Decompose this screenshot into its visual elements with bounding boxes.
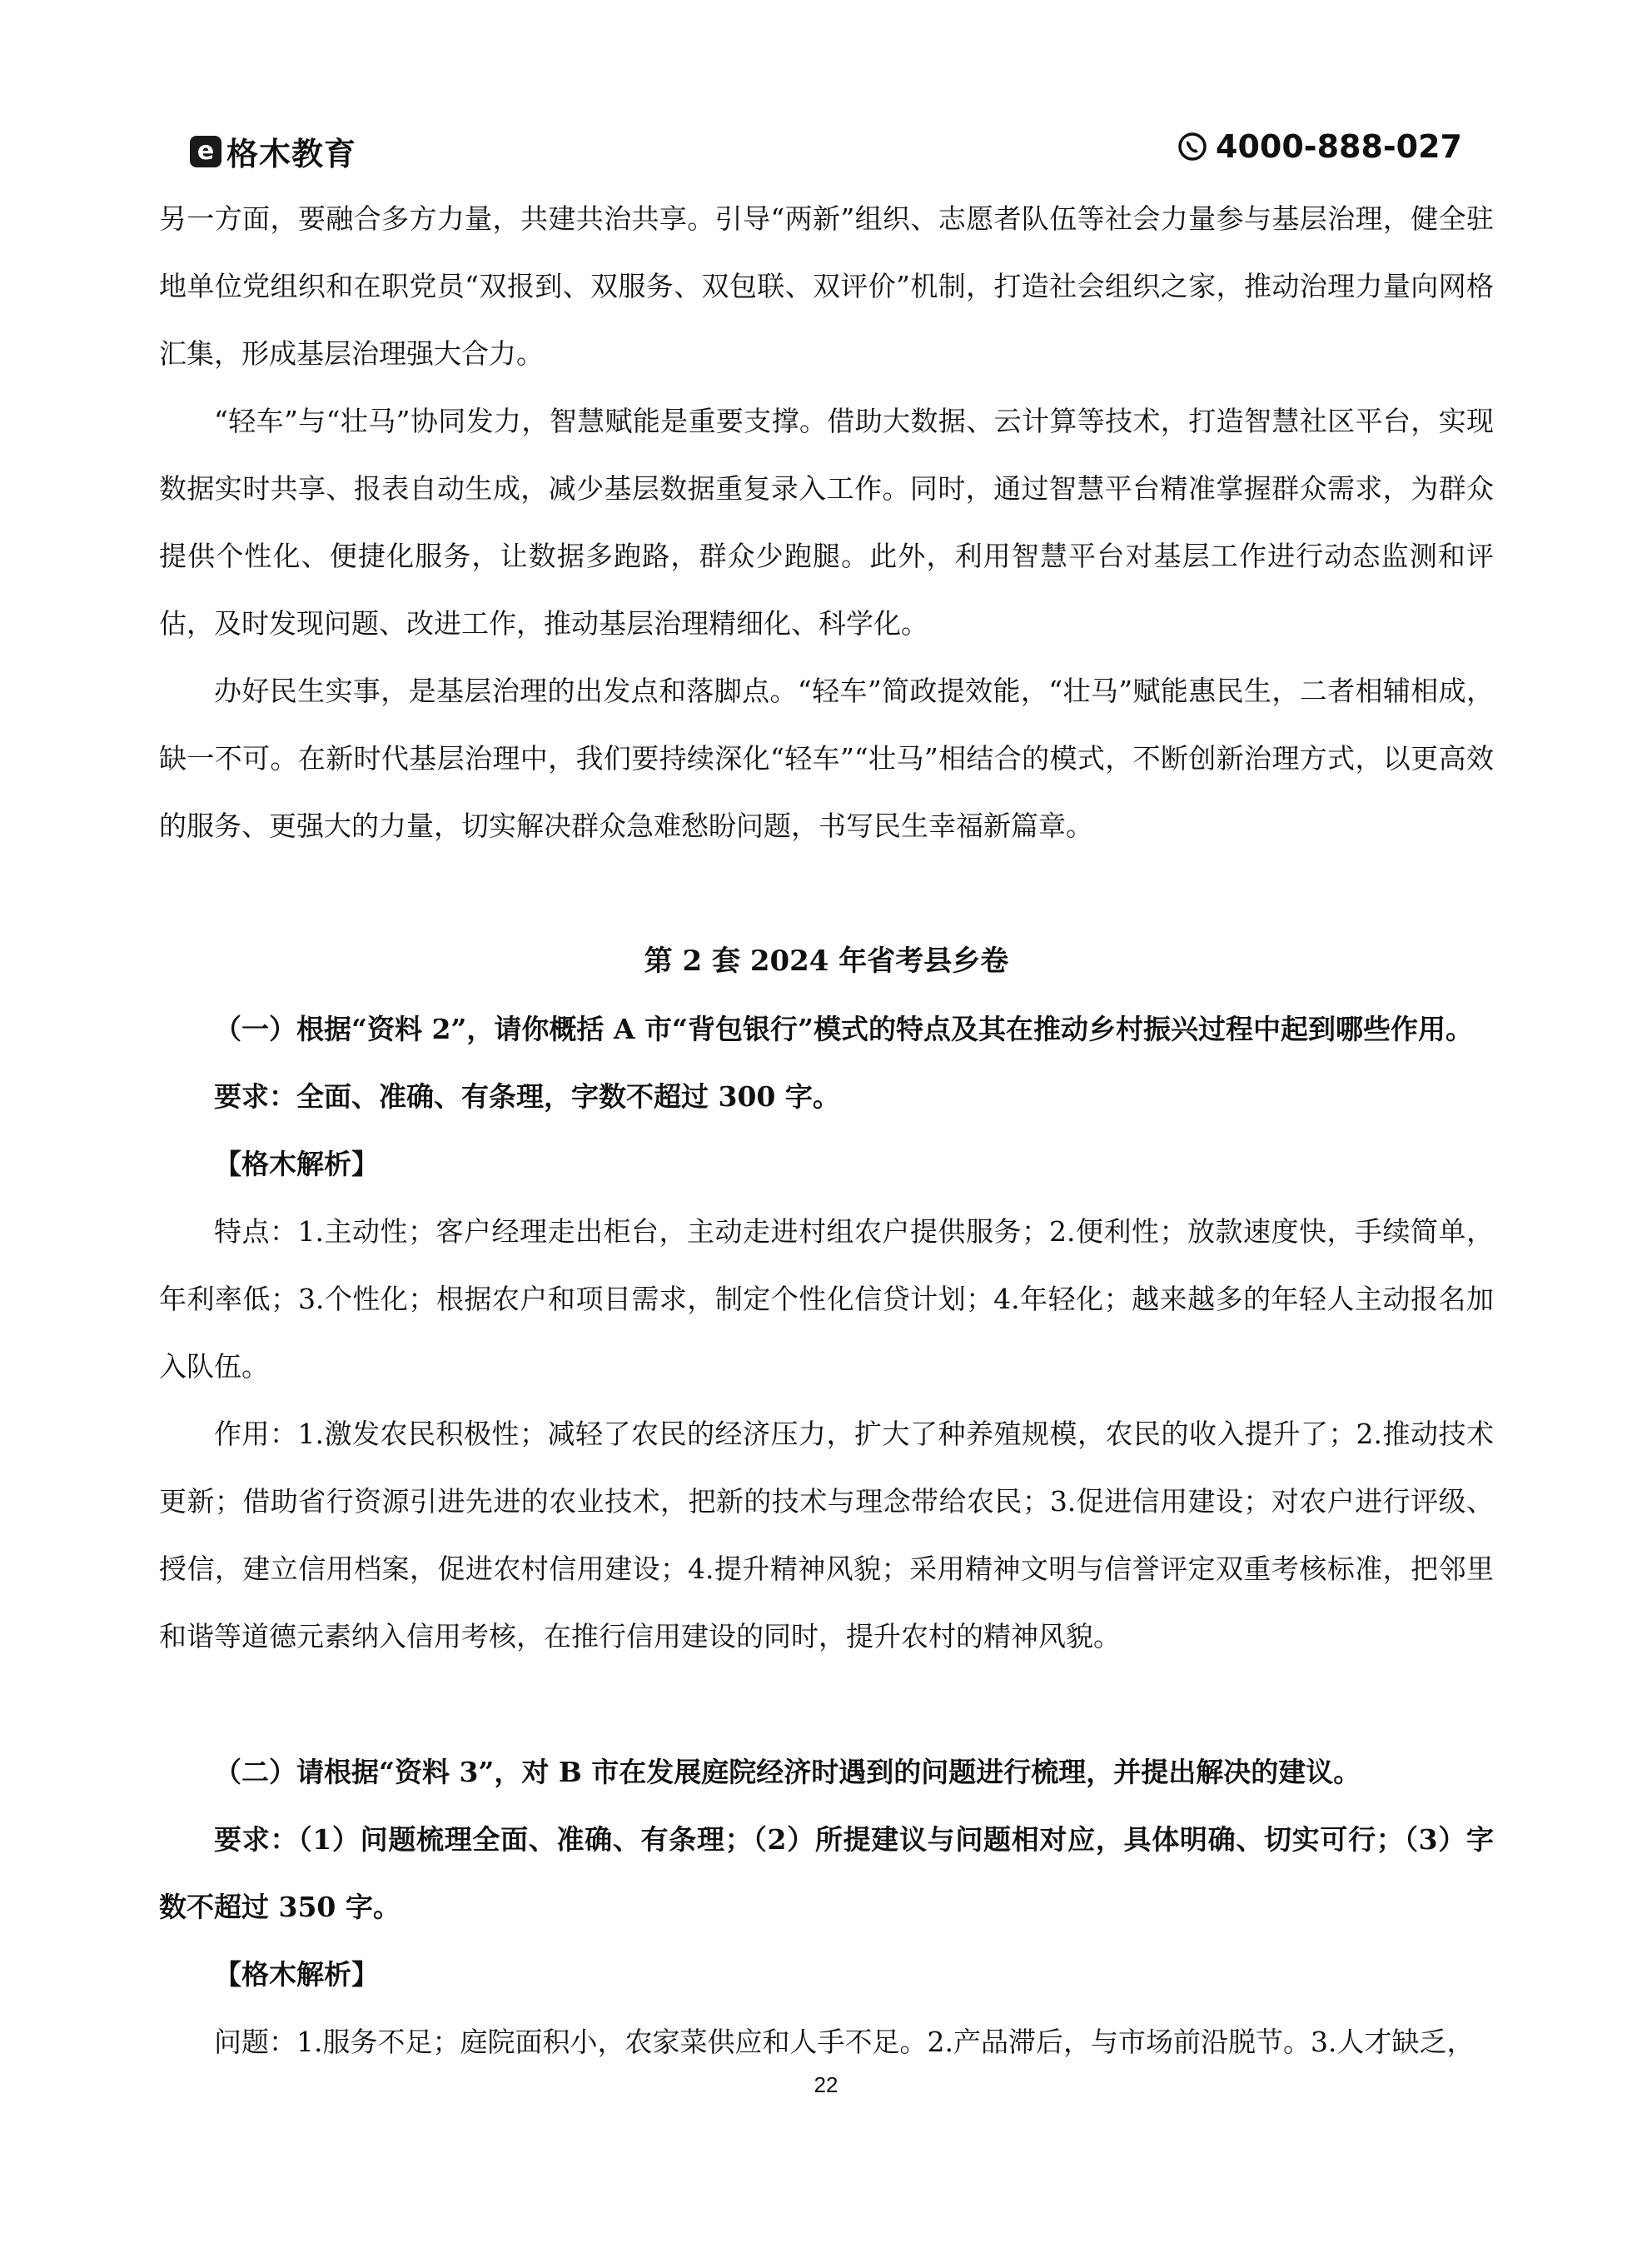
paragraph-3: 办好民生实事，是基层治理的出发点和落脚点。“轻车”简政提效能，“壮马”赋能惠民生，二者相辅相成，缺一不可。在新时代基层治理中，我们要持续深化“轻车”“壮马”相结合的模式，不断创新治理方式，以更高效的服务、更强大的力量，切实解决群众急难愁盼问题，书写民生幸福新篇章。 [159,675,1494,842]
logo-e-icon: e [190,136,221,167]
question-1: （一）根据“资料 2”，请你概括 A 市“背包银行”模式的特点及其在推动乡村振兴过程中起到哪些作用。 [214,1013,1473,1045]
question-2-requirement: 要求：（1）问题梳理全面、准确、有条理；（2）所提建议与问题相对应，具体明确、切实可行；（3）字数不超过 350 字。 [159,1823,1494,1923]
question-2: （二）请根据“资料 3”，对 B 市在发展庭院经济时遇到的问题进行梳理，并提出解决的建议。 [214,1756,1361,1788]
phone-contact [1177,128,1462,165]
analysis-label-2: 【格木解析】 [214,1958,379,1991]
page-number: 22 [814,2072,838,2097]
phone-number: 4000-888-027 [1216,128,1462,165]
answer-1-effects: 作用：1.激发农民积极性；减轻了农民的经济压力，扩大了种养殖规模，农民的收入提升了；2.推动技术更新；借助省行资源引进先进的农业技术，把新的技术与理念带给农民；3.促进信用建设；对农户进行评级、授信，建立信用档案，促进农村信用建设；4.提升精神风貌；采用精神文明与信誉评定双重考核标准，把邻里和谐等道德元素纳入信用考核，在推行信用建设的同时，提升农村的精神风貌。 [159,1418,1494,1652]
spacer [159,1670,1494,1738]
document-body [159,185,1494,2076]
question-1-requirement: 要求：全面、准确、有条理，字数不超过 300 字。 [214,1080,840,1113]
paragraph-2: “轻车”与“壮马”协同发力，智慧赋能是重要支撑。借助大数据、云计算等技术，打造智慧社区平台，实现数据实时共享、报表自动生成，减少基层数据重复录入工作。同时，通过智慧平台精准掌握群众需求，为群众提供个性化、便捷化服务，让数据多跑路，群众少跑腿。此外，利用智慧平台对基层工作进行动态监测和评估，及时发现问题、改进工作，推动基层治理精细化、科学化。 [159,405,1494,640]
page-header [190,128,1462,178]
logo-text: 格木教育 [226,136,357,172]
phone-icon [1177,132,1207,162]
spacer [159,860,1494,928]
paragraph-1: 另一方面，要融合多方力量，共建共治共享。引导“两新”组织、志愿者队伍等社会力量参与基层治理，健全驻地单位党组织和在职党员“双报到、双服务、双包联、双评价”机制，打造社会组织之家，推动治理力量向网格汇集，形成基层治理强大合力。 [159,202,1494,370]
section-title: 第 2 套 2024 年省考县乡卷 [644,945,1009,978]
analysis-label-1: 【格木解析】 [214,1148,379,1180]
answer-2-problems: 问题：1.服务不足；庭院面积小，农家菜供应和人手不足。2.产品滞后，与市场前沿脱节。3.人才缺乏， [214,2026,1475,2058]
brand-logo [190,128,356,174]
answer-1-features: 特点：1.主动性；客户经理走出柜台，主动走进村组农户提供服务；2.便利性；放款速度快，手续简单，年利率低；3.个性化；根据农户和项目需求，制定个性化信贷计划；4.年轻化；越来越多的年轻人主动报名加入队伍。 [159,1215,1494,1383]
